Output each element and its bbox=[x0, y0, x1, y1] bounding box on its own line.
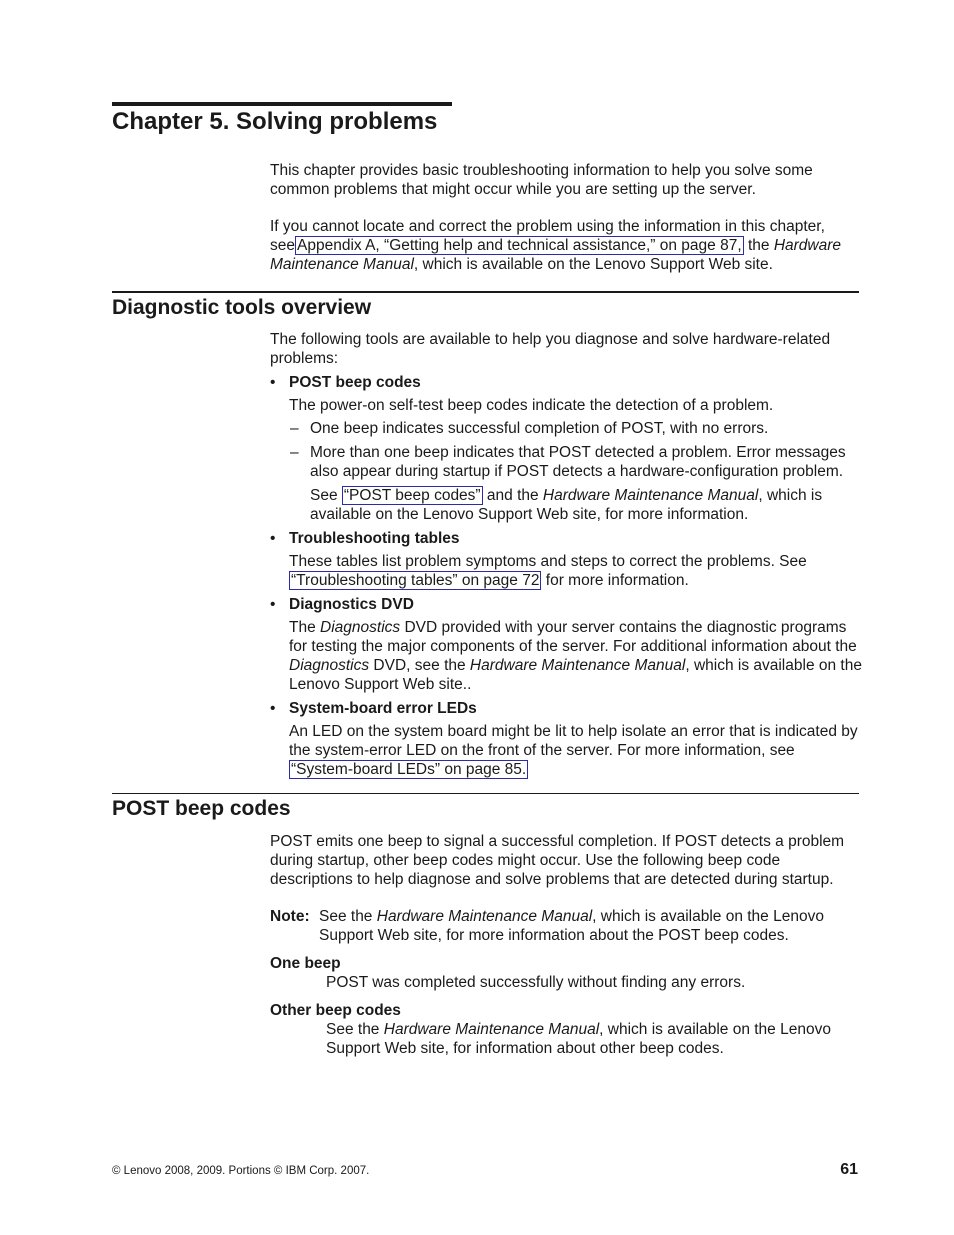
chapter-rule bbox=[112, 102, 452, 106]
bullet-diagnostics-dvd bbox=[270, 595, 862, 614]
bullet-heading: Troubleshooting tables bbox=[289, 530, 460, 547]
intro-paragraph-2: If you cannot locate and correct the problem using the information in this chapter, see Appendix A, “Getting help and technical assistance,” on page 87, the Hardware Maintenance Manual, which is available on the Lenovo Support Web site. bbox=[270, 218, 842, 273]
bullet-icon: • bbox=[270, 374, 276, 391]
bullet-icon: • bbox=[270, 596, 276, 613]
definition-term-other-beeps: Other beep codes bbox=[270, 1002, 401, 1019]
system-board-leds-link[interactable]: “System-board LEDs” on page 85. bbox=[291, 761, 527, 778]
dash-item-multiple-beeps: – More than one beep indicates that POST detected a problem. Error messages also appear during startup if POST detects a hardware-configuration problem. bbox=[290, 444, 846, 480]
post-see-paragraph: See “POST beep codes” and the Hardware Maintenance Manual, which is available on the Lenovo Support Web site, for more information. bbox=[310, 487, 823, 523]
definition-term-one-beep: One beep bbox=[270, 955, 341, 972]
troubleshooting-tables-link[interactable]: “Troubleshooting tables” on page 72 bbox=[291, 572, 540, 589]
footer-copyright: © Lenovo 2008, 2009. Portions © IBM Corp. 2007. bbox=[112, 1165, 370, 1177]
post-beep-codes-link[interactable]: “POST beep codes” bbox=[343, 487, 481, 504]
section-title-post: POST beep codes bbox=[112, 797, 291, 820]
dvd-description: The Diagnostics DVD provided with your server contains the diagnostic programs for testing the major components of the server. For additional information about the Diagnostics DVD, see the Hardware Maintenance Manual, which is available on the Lenovo Support Web site.. bbox=[289, 619, 862, 693]
bullet-icon: • bbox=[270, 700, 276, 717]
dash-icon: – bbox=[290, 420, 299, 437]
definition-other-beeps: See the Hardware Maintenance Manual, which is available on the Lenovo Support Web site, for information about other beep codes. bbox=[326, 1021, 831, 1057]
bullet-heading: Diagnostics DVD bbox=[289, 596, 414, 613]
chapter-intro bbox=[270, 161, 862, 274]
bullet-troubleshooting-tables bbox=[270, 529, 862, 548]
post-intro: POST emits one beep to signal a successful completion. If POST detects a problem during startup, other beep codes might occur. Use the following beep code descriptions to help diagnose and solve problems that are detected during startup. bbox=[270, 833, 845, 888]
diagnostic-intro: The following tools are available to help you diagnose and solve hardware-related problems: bbox=[270, 331, 831, 367]
leds-description: An LED on the system board might be lit to help isolate an error that is indicated by the system-error LED on the front of the server. For more information, see “System-board LEDs” on page 85. bbox=[289, 723, 858, 778]
dash-icon: – bbox=[290, 444, 299, 461]
bullet-heading: POST beep codes bbox=[289, 374, 421, 391]
section-rule-post bbox=[112, 793, 859, 794]
intro-paragraph-1: This chapter provides basic troubleshooting information to help you solve some common problems that might occur while you are setting up the server. bbox=[270, 162, 813, 198]
bullet-icon: • bbox=[270, 530, 276, 547]
definition-one-beep: POST was completed successfully without finding any errors. bbox=[326, 974, 746, 991]
appendix-a-link[interactable]: Appendix A, “Getting help and technical assistance,” on page 87, bbox=[297, 237, 742, 254]
bullet-heading: System-board error LEDs bbox=[289, 700, 477, 717]
chapter-title: Chapter 5. Solving problems bbox=[112, 108, 438, 135]
bullet-post-beep-codes bbox=[270, 373, 862, 392]
note-block: Note: See the Hardware Maintenance Manual, which is available on the Lenovo Support Web site, for more information about the POST beep codes. bbox=[270, 908, 824, 944]
bullet-system-board-leds bbox=[270, 699, 862, 718]
dash-item-one-beep: – One beep indicates successful completion of POST, with no errors. bbox=[290, 420, 769, 437]
diagnostic-section-body bbox=[270, 330, 862, 779]
post-description: The power-on self-test beep codes indicate the detection of a problem. bbox=[289, 397, 774, 414]
tables-description: These tables list problem symptoms and steps to correct the problems. See “Troubleshooting tables” on page 72 for more information. bbox=[289, 553, 807, 589]
page-number: 61 bbox=[840, 1161, 858, 1178]
section-title-diagnostic: Diagnostic tools overview bbox=[112, 296, 372, 319]
note-label: Note: bbox=[270, 908, 310, 925]
post-section-body bbox=[270, 832, 862, 1058]
section-rule-diagnostic bbox=[112, 291, 859, 293]
